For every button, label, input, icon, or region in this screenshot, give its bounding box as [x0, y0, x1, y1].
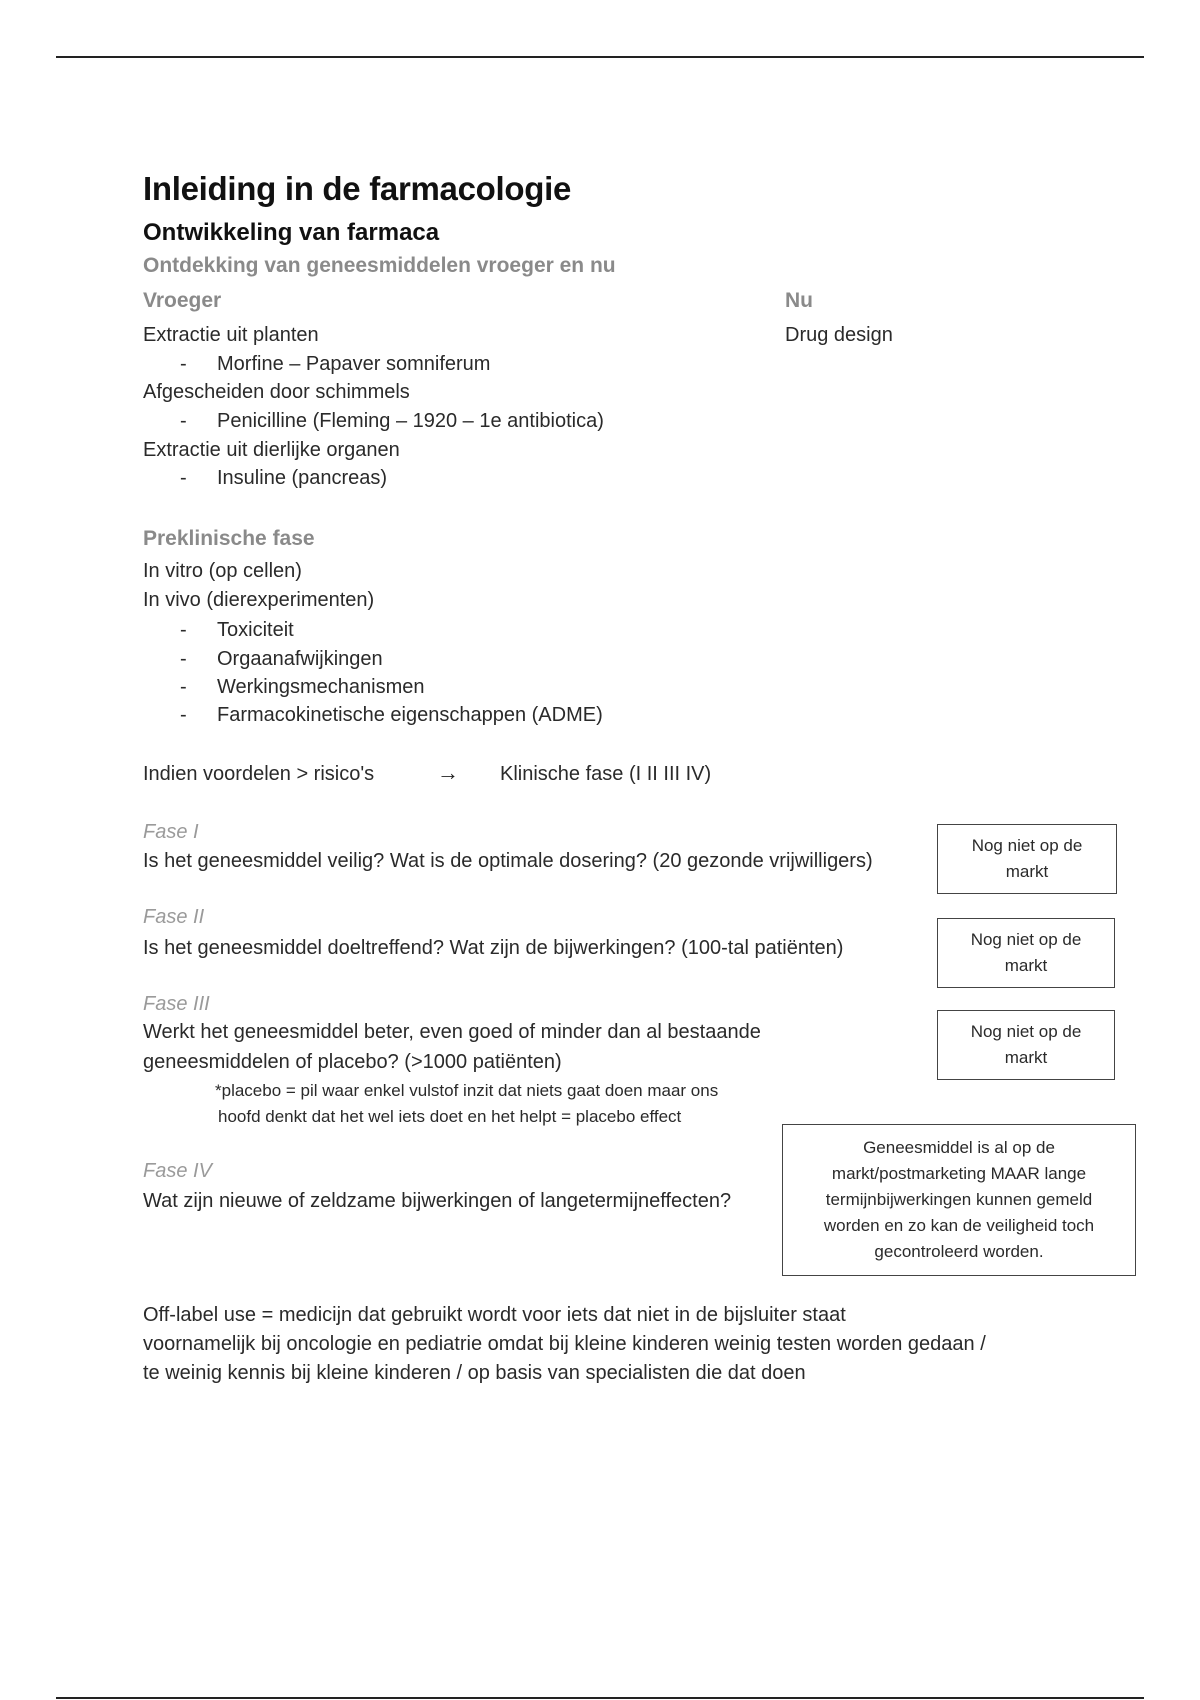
offlabel-line: voornamelijk bij oncologie en pediatrie omdat bij kleine kinderen weinig testen worden gedaan /	[143, 1333, 986, 1355]
preklinisch-bullet: - Werkingsmechanismen	[180, 676, 425, 698]
fase-text: Is het geneesmiddel doeltreffend? Wat zijn de bijwerkingen? (100-tal patiënten)	[143, 937, 844, 959]
offlabel-line: te weinig kennis bij kleine kinderen / op basis van specialisten die dat doen	[143, 1362, 806, 1384]
bottom-rule	[56, 1697, 1144, 1699]
section-heading-discovery: Ontdekking van geneesmiddelen vroeger en nu	[143, 254, 616, 277]
placebo-note: *placebo = pil waar enkel vulstof inzit dat niets gaat doen maar ons	[215, 1081, 719, 1100]
offlabel-line: Off-label use = medicijn dat gebruikt wordt voor iets dat niet in de bijsluiter staat	[143, 1304, 846, 1326]
market-status-box	[937, 1010, 1115, 1080]
vroeger-heading: Vroeger	[143, 289, 222, 312]
preklinisch-bullet: - Toxiciteit	[180, 619, 294, 641]
market-status-box	[937, 918, 1115, 988]
box-line: Nog niet op de	[970, 1022, 1082, 1041]
preklinisch-bullet: - Farmacokinetische eigenschappen (ADME)	[180, 704, 603, 726]
box-line: termijnbijwerkingen kunnen gemeld	[825, 1190, 1093, 1209]
preklinisch-heading: Preklinische fase	[143, 527, 315, 550]
vroeger-bullet: - Morfine – Papaver somniferum	[180, 353, 491, 375]
fase-text: Is het geneesmiddel veilig? Wat is de optimale dosering? (20 gezonde vrijwilligers)	[143, 850, 873, 872]
box-line: markt	[1005, 862, 1049, 881]
vroeger-bullet: - Penicilline (Fleming – 1920 – 1e antibiotica)	[180, 410, 604, 432]
flow-condition: Indien voordelen > risico's	[143, 763, 375, 785]
arrow-right-icon: →	[437, 760, 459, 785]
vroeger-line: Afgescheiden door schimmels	[143, 381, 410, 403]
fase-label: Fase II	[143, 906, 205, 928]
box-line: markt/postmarketing MAAR lange	[831, 1164, 1087, 1183]
fase-text: geneesmiddelen of placebo? (>1000 patiënten)	[143, 1051, 562, 1073]
nu-heading: Nu	[785, 289, 813, 312]
page-subtitle: Ontwikkeling van farmaca	[143, 219, 440, 246]
vroeger-line: Extractie uit planten	[143, 324, 319, 346]
box-line: worden en zo kan de veiligheid toch	[823, 1216, 1095, 1235]
flow-result: Klinische fase (I II III IV)	[500, 763, 712, 785]
fase-label: Fase IV	[143, 1160, 212, 1182]
fase-label: Fase III	[143, 993, 210, 1015]
preklinisch-bullet: - Orgaanafwijkingen	[180, 648, 383, 670]
postmarketing-box	[782, 1124, 1136, 1276]
vroeger-bullet: - Insuline (pancreas)	[180, 467, 388, 489]
market-status-box	[937, 824, 1117, 894]
box-line: Geneesmiddel is al op de	[863, 1138, 1055, 1157]
placebo-note: hoofd denkt dat het wel iets doet en het helpt = placebo effect	[218, 1107, 682, 1126]
preklinisch-line: In vitro (op cellen)	[143, 560, 302, 582]
box-line: markt	[1004, 1048, 1048, 1067]
vroeger-line: Extractie uit dierlijke organen	[143, 439, 400, 461]
page-title: Inleiding in de farmacologie	[143, 170, 571, 207]
fase-label: Fase I	[143, 821, 199, 843]
nu-line: Drug design	[785, 324, 893, 346]
fase-text: Wat zijn nieuwe of zeldzame bijwerkingen of langetermijneffecten?	[143, 1190, 732, 1212]
preklinisch-line: In vivo (dierexperimenten)	[143, 589, 375, 611]
fase-text: Werkt het geneesmiddel beter, even goed of minder dan al bestaande	[143, 1021, 761, 1043]
box-line: Nog niet op de	[970, 930, 1082, 949]
box-line: markt	[1004, 956, 1048, 975]
box-line: Nog niet op de	[971, 836, 1083, 855]
box-line: gecontroleerd worden.	[874, 1242, 1044, 1261]
top-rule	[56, 56, 1144, 58]
